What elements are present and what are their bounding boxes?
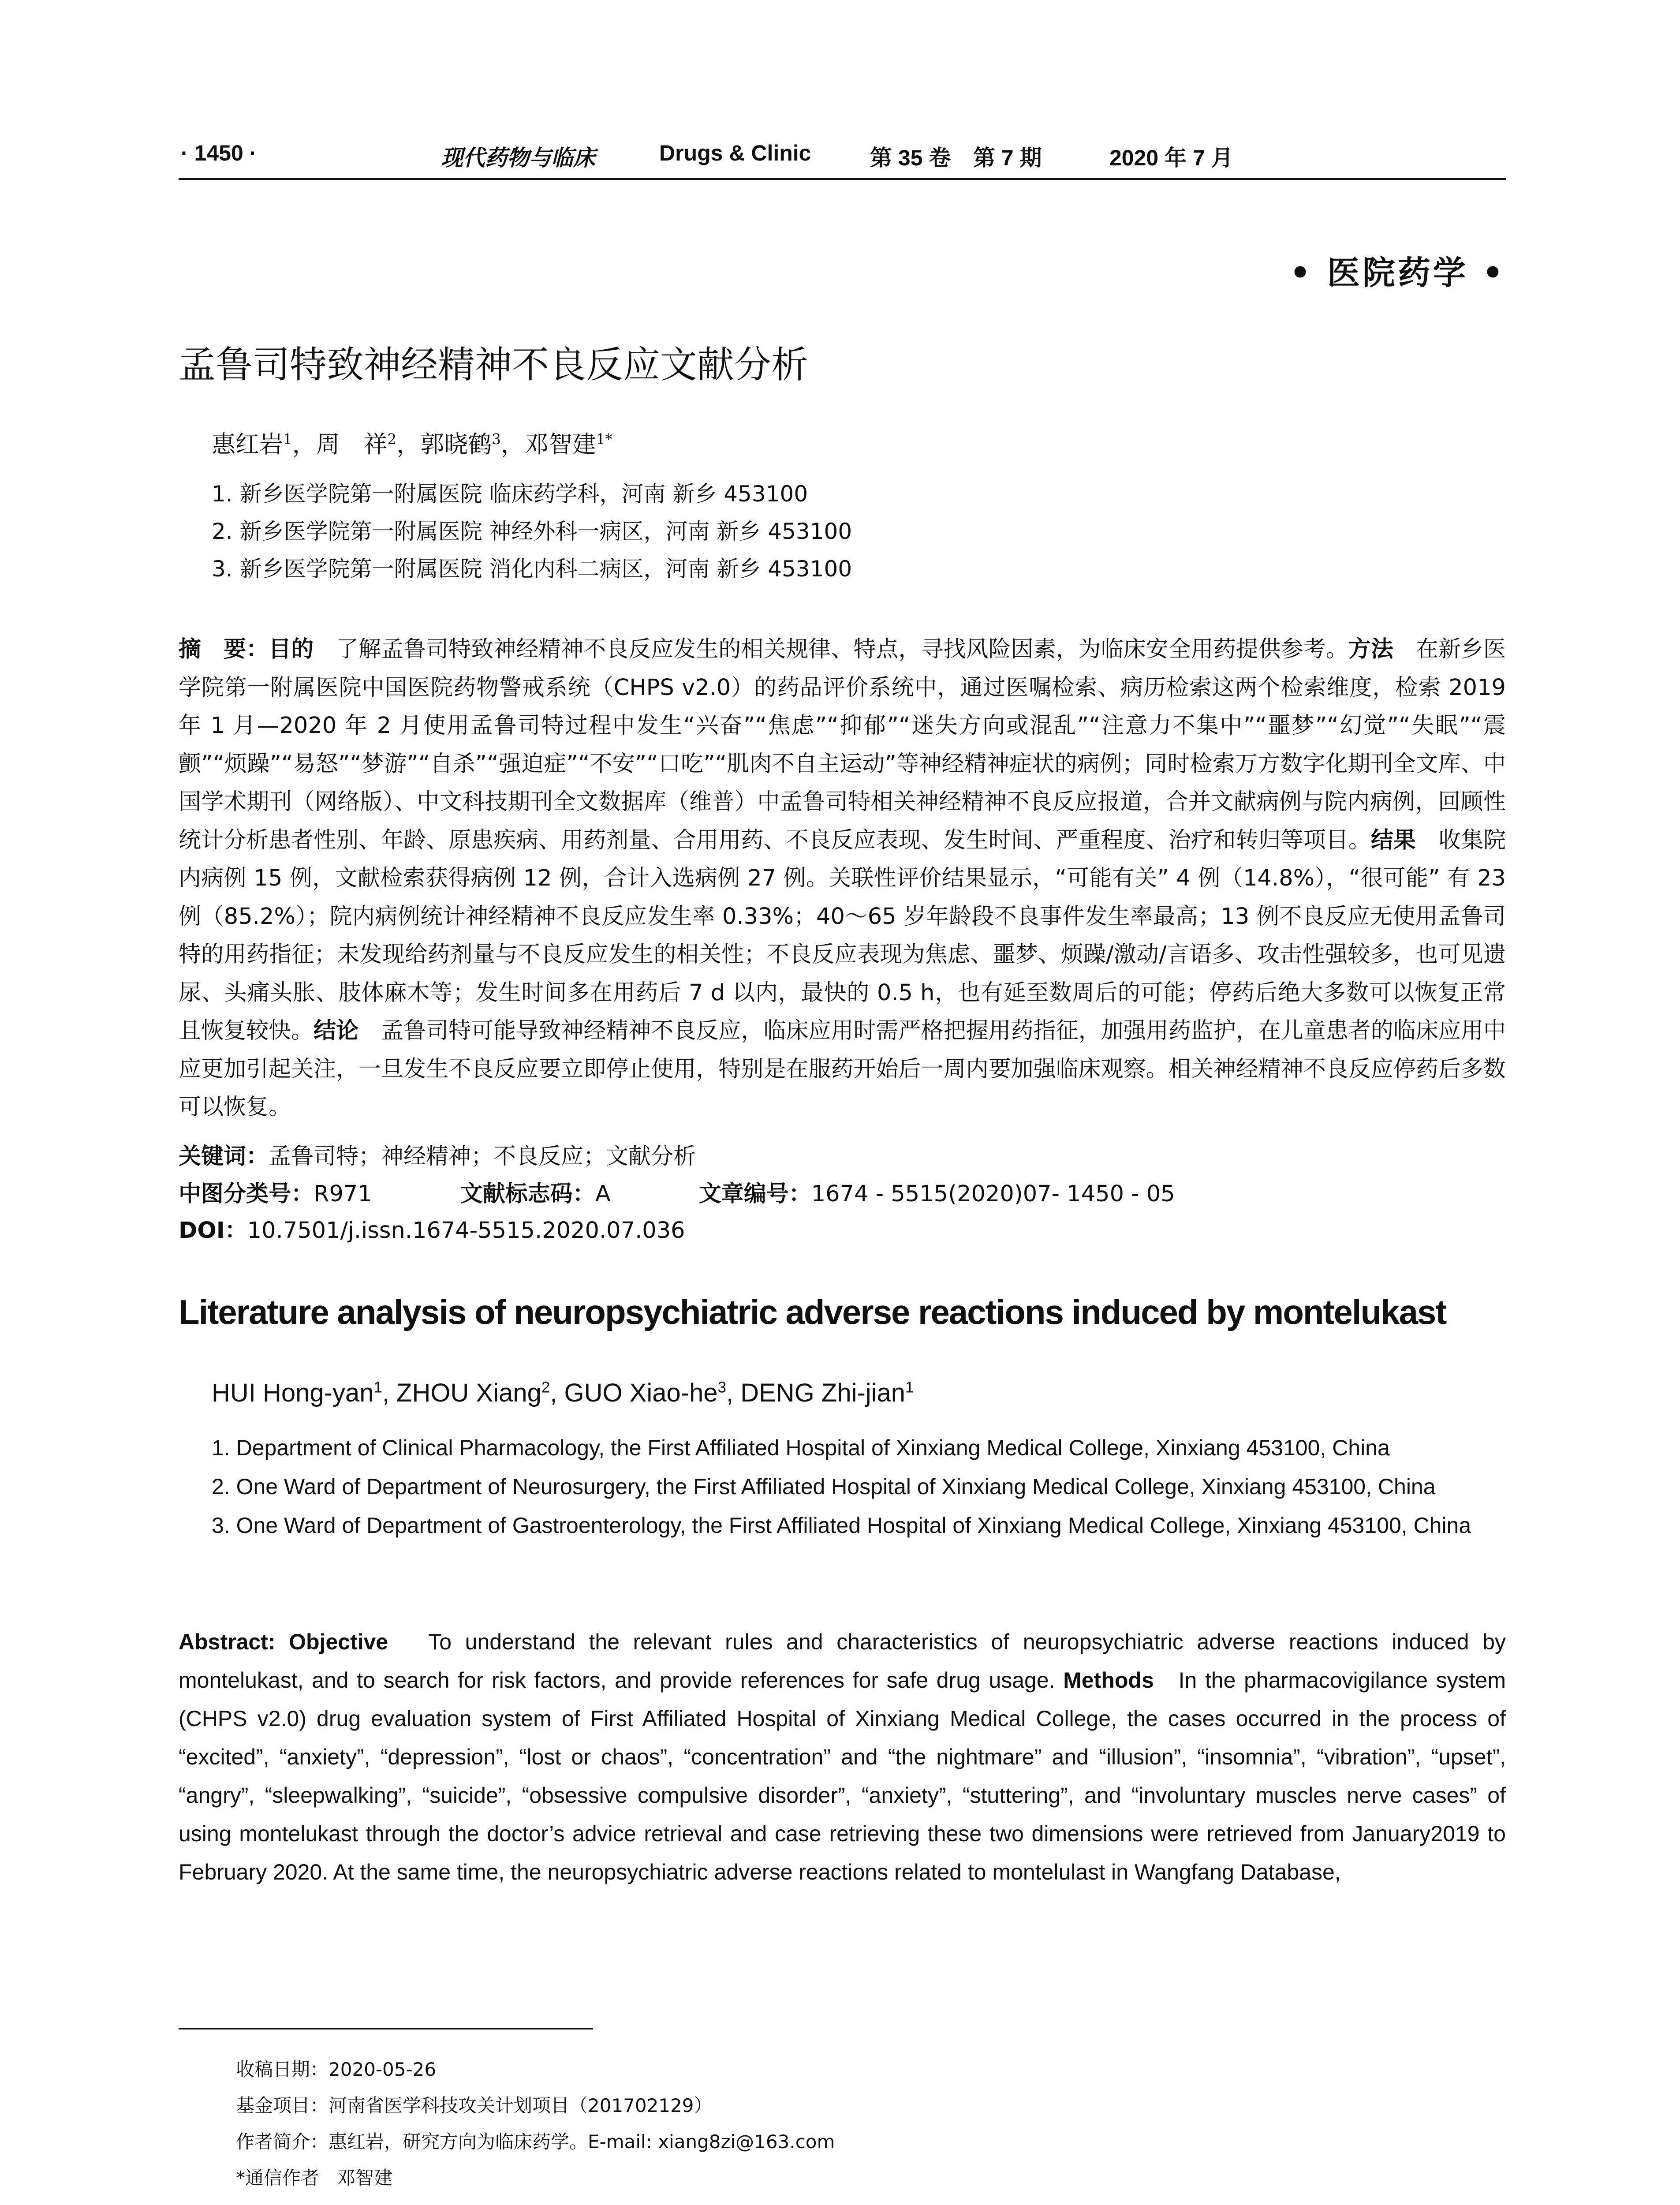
footnote-text: 2020-05-26 [329,2059,437,2080]
author-list-en: HUI Hong-yan$^1$, ZHOU Xiang$^2$, GUO Xiao-$he^3$, DENG Zhi-jian$^1$ [212,1379,914,1407]
objective-label: 目的 [269,636,314,662]
doc-code-value: A [595,1181,611,1207]
author-name: 周 祥 [316,430,388,458]
results-text: 收集院内病例 15 例，文献检索获得病例 12 例，合计入选病例 27 例。关联性评价结果显示，“可能有关” 4 例（14.8%），“很可能” 有 23 例（85.2%）；院内病例统计神经精神不良反应发生率 0.33%；40～65 岁年龄段不良事件发生率最高；13 例不良反应无使用孟鲁司特的用药指征；未发现给药剂量与不良反应发生的相关性；不良反应表现为焦虑、噩梦、烦躁/激动/言语多、攻击性强较多，也可见遗尿、头痛头胀、肢体麻木等；发生时间多在用药后 7 d 以内，最快的 0.5 h，也有延至数周后的可能；停药后绝大多数可以恢复正常且恢复较快。 [179,827,1506,1044]
methods-label: Methods [1063,1668,1154,1693]
footnote-text: 河南省医学科技攻关计划项目（201702129） [329,2095,713,2116]
author-name: DENG Zhi-jian [740,1379,906,1407]
author-name: 惠红岩 [212,430,283,458]
footnote-funding [236,2091,713,2118]
affiliation-en: 2. One Ward of Department of Neurosurgery, the First Affiliated Hospital of Xinxiang Medical College, Xinxiang 453100, China [212,1474,1436,1499]
doi-value: 10.7501/j.issn.1674-5515.2020.07.036 [247,1218,685,1244]
objective-text: To understand the relevant rules and characteristics of neuropsychiatric adverse reactions induced by montelukast, and to search for risk factors, and provide references for safe drug usage. [179,1629,1506,1693]
author-name: 邓智建 [524,430,596,458]
header-rule [179,178,1506,180]
article-title-cn: 孟鲁司特致神经精神不良反应文献分析 [179,343,809,386]
abstract-cn [179,631,1506,1127]
footnote-label: 收稿日期： [236,2059,329,2080]
footnote-rule [179,2028,593,2029]
author-affiliation-mark: 2 [387,431,397,448]
methods-text: 在新乡医学院第一附属医院中国医院药物警戒系统（CHPS v2.0）的药品评价系统中，通过医嘱检索、病历检索这两个检索维度，检索 2019 年 1 月—2020 年 2 月使用孟鲁司特过程中发生“兴奋”“焦虑”“抑郁”“迷失方向或混乱”“注意力不集中”“噩梦”“幻觉”“失眠”“震颤”“烦躁”“易怒”“梦游”“自杀”“强迫症”“不安”“口吃”“肌肉不自主运动”等神经精神症状的病例；同时检索万方数字化期刊全文库、中国学术期刊（网络版）、中文科技期刊全文数据库（维普）中孟鲁司特相关神经精神不良反应报道，合并文献病例与院内病例，回顾性统计分析患者性别、年龄、原患疾病、用药剂量、合用用药、不良反应表现、发生时间、严重程度、治疗和转归等项目。 [179,636,1506,853]
author-affiliation-mark: 1 [283,431,292,448]
conclusion-label: 结论 [314,1018,359,1044]
page-number: · 1450 · [181,141,257,165]
keywords-text: 孟鲁司特；神经精神；不良反应；文献分析 [269,1144,696,1170]
affiliation-en: 3. One Ward of Department of Gastroenterology, the First Affiliated Hospital of Xinxiang Medical College, Xinxiang 453100, China [212,1513,1471,1538]
abstract-label: Abstract: [179,1629,276,1654]
author-name: GUO Xiao-he [564,1379,718,1407]
keywords-cn [179,1138,696,1170]
section-tag: • 医院药学 • [1289,254,1506,292]
footnote-corresponding [236,2164,392,2190]
author-list-cn: 惠红岩$^1$，周 祥$^2$，郭晓鹤$^3$，邓智建$^{1*}$ [212,430,612,458]
article-number-label: 文章编号： [698,1181,811,1207]
author-affiliation-mark: 1 [905,1379,914,1396]
volume: 第 35 卷 [870,146,951,170]
affiliation-cn: 1. 新乡医学院第一附属医院 临床药学科，河南 新乡 453100 [212,481,808,507]
article-number-value: 1674 - 5515(2020)07- 1450 - 05 [811,1181,1175,1207]
author-affiliation-mark: 2 [541,1379,550,1396]
author-affiliation-mark: 1 [373,1379,382,1396]
methods-label: 方法 [1348,636,1393,662]
journal-name-en: Drugs & Clinic [659,141,811,165]
objective-label: Objective [289,1629,388,1654]
affiliation-cn: 2. 新乡医学院第一附属医院 神经外科一病区，河南 新乡 453100 [212,519,852,544]
footnote-label: *通信作者 [236,2167,320,2189]
author-name: HUI Hong-yan [212,1379,374,1407]
journal-name-cn: 现代药物与临床 [441,145,595,171]
author-name: 郭晓鹤 [420,430,492,458]
doi-line [179,1212,685,1245]
footnote-text: 惠红岩，研究方向为临床药学。E-mail: xiang8zi@163.com [329,2131,835,2153]
footnote-author-bio [236,2127,835,2154]
footnote-received [236,2055,436,2082]
affiliation-en: 1. Department of Clinical Pharmacology, the First Affiliated Hospital of Xinxiang Medical College, Xinxiang 453100, China [212,1435,1390,1460]
footnote-text: 邓智建 [337,2167,393,2189]
clc-value: R971 [314,1181,372,1207]
author-affiliation-mark: 3 [717,1379,726,1396]
abstract-label: 摘 要： [179,636,269,662]
author-name: ZHOU Xiang [396,1379,541,1407]
author-affiliation-mark: 1* [596,431,612,448]
doc-code-label: 文献标志码： [460,1181,595,1207]
footnote-label: 作者简介： [236,2131,329,2153]
conclusion-text: 孟鲁司特可能导致神经精神不良反应，临床应用时需严格把握用药指征，加强用药监护，在儿童患者的临床应用中应更加引起关注，一旦发生不良反应要立即停止使用，特别是在服药开始后一周内要加强临床观察。相关神经精神不良反应停药后多数可以恢复。 [179,1018,1506,1120]
doi-label: DOI： [179,1218,247,1244]
affiliation-cn: 3. 新乡医学院第一附属医院 消化内科二病区，河南 新乡 453100 [212,556,852,582]
issue: 第 7 期 [973,146,1042,170]
footnote-label: 基金项目： [236,2095,329,2116]
article-title-en: Literature analysis of neuropsychiatric adverse reactions induced by montelukast [179,1293,1446,1331]
methods-text: In the pharmacovigilance system (CHPS v2.0) drug evaluation system of First Affiliated Hospital of Xinxiang Medical College, the cases occurred in the process of “excited”, “anxiety”, “depression”, “lost or chaos”, “concentration” and “the nightmare” and “illusion”, “insomnia”, “vibration”, “upset”, “angry”, “sleepwalking”, “suicide”, “obsessive compulsive disorder”, “anxiety”, “stuttering”, and “involuntary muscles nerve cases” of using montelukast through the doctor’s advice retrieval and case retrieving these two dimensions were retrieved from January2019 to February 2020. At the same time, the neuropsychiatric adverse reactions related to montelulast in Wangfang Database, [179,1668,1506,1884]
keywords-label: 关键词： [179,1144,269,1170]
clc-label: 中图分类号： [179,1181,314,1207]
objective-text: 了解孟鲁司特致神经精神不良反应发生的相关规律、特点，寻找风险因素，为临床安全用药提供参考。 [336,636,1348,662]
results-label: 结果 [1370,827,1416,853]
abstract-en [179,1623,1506,1891]
author-affiliation-mark: 3 [492,431,501,448]
running-header [179,140,1506,171]
classification-line [179,1175,1175,1208]
issue-date: 2020 年 7 月 [1109,146,1233,170]
